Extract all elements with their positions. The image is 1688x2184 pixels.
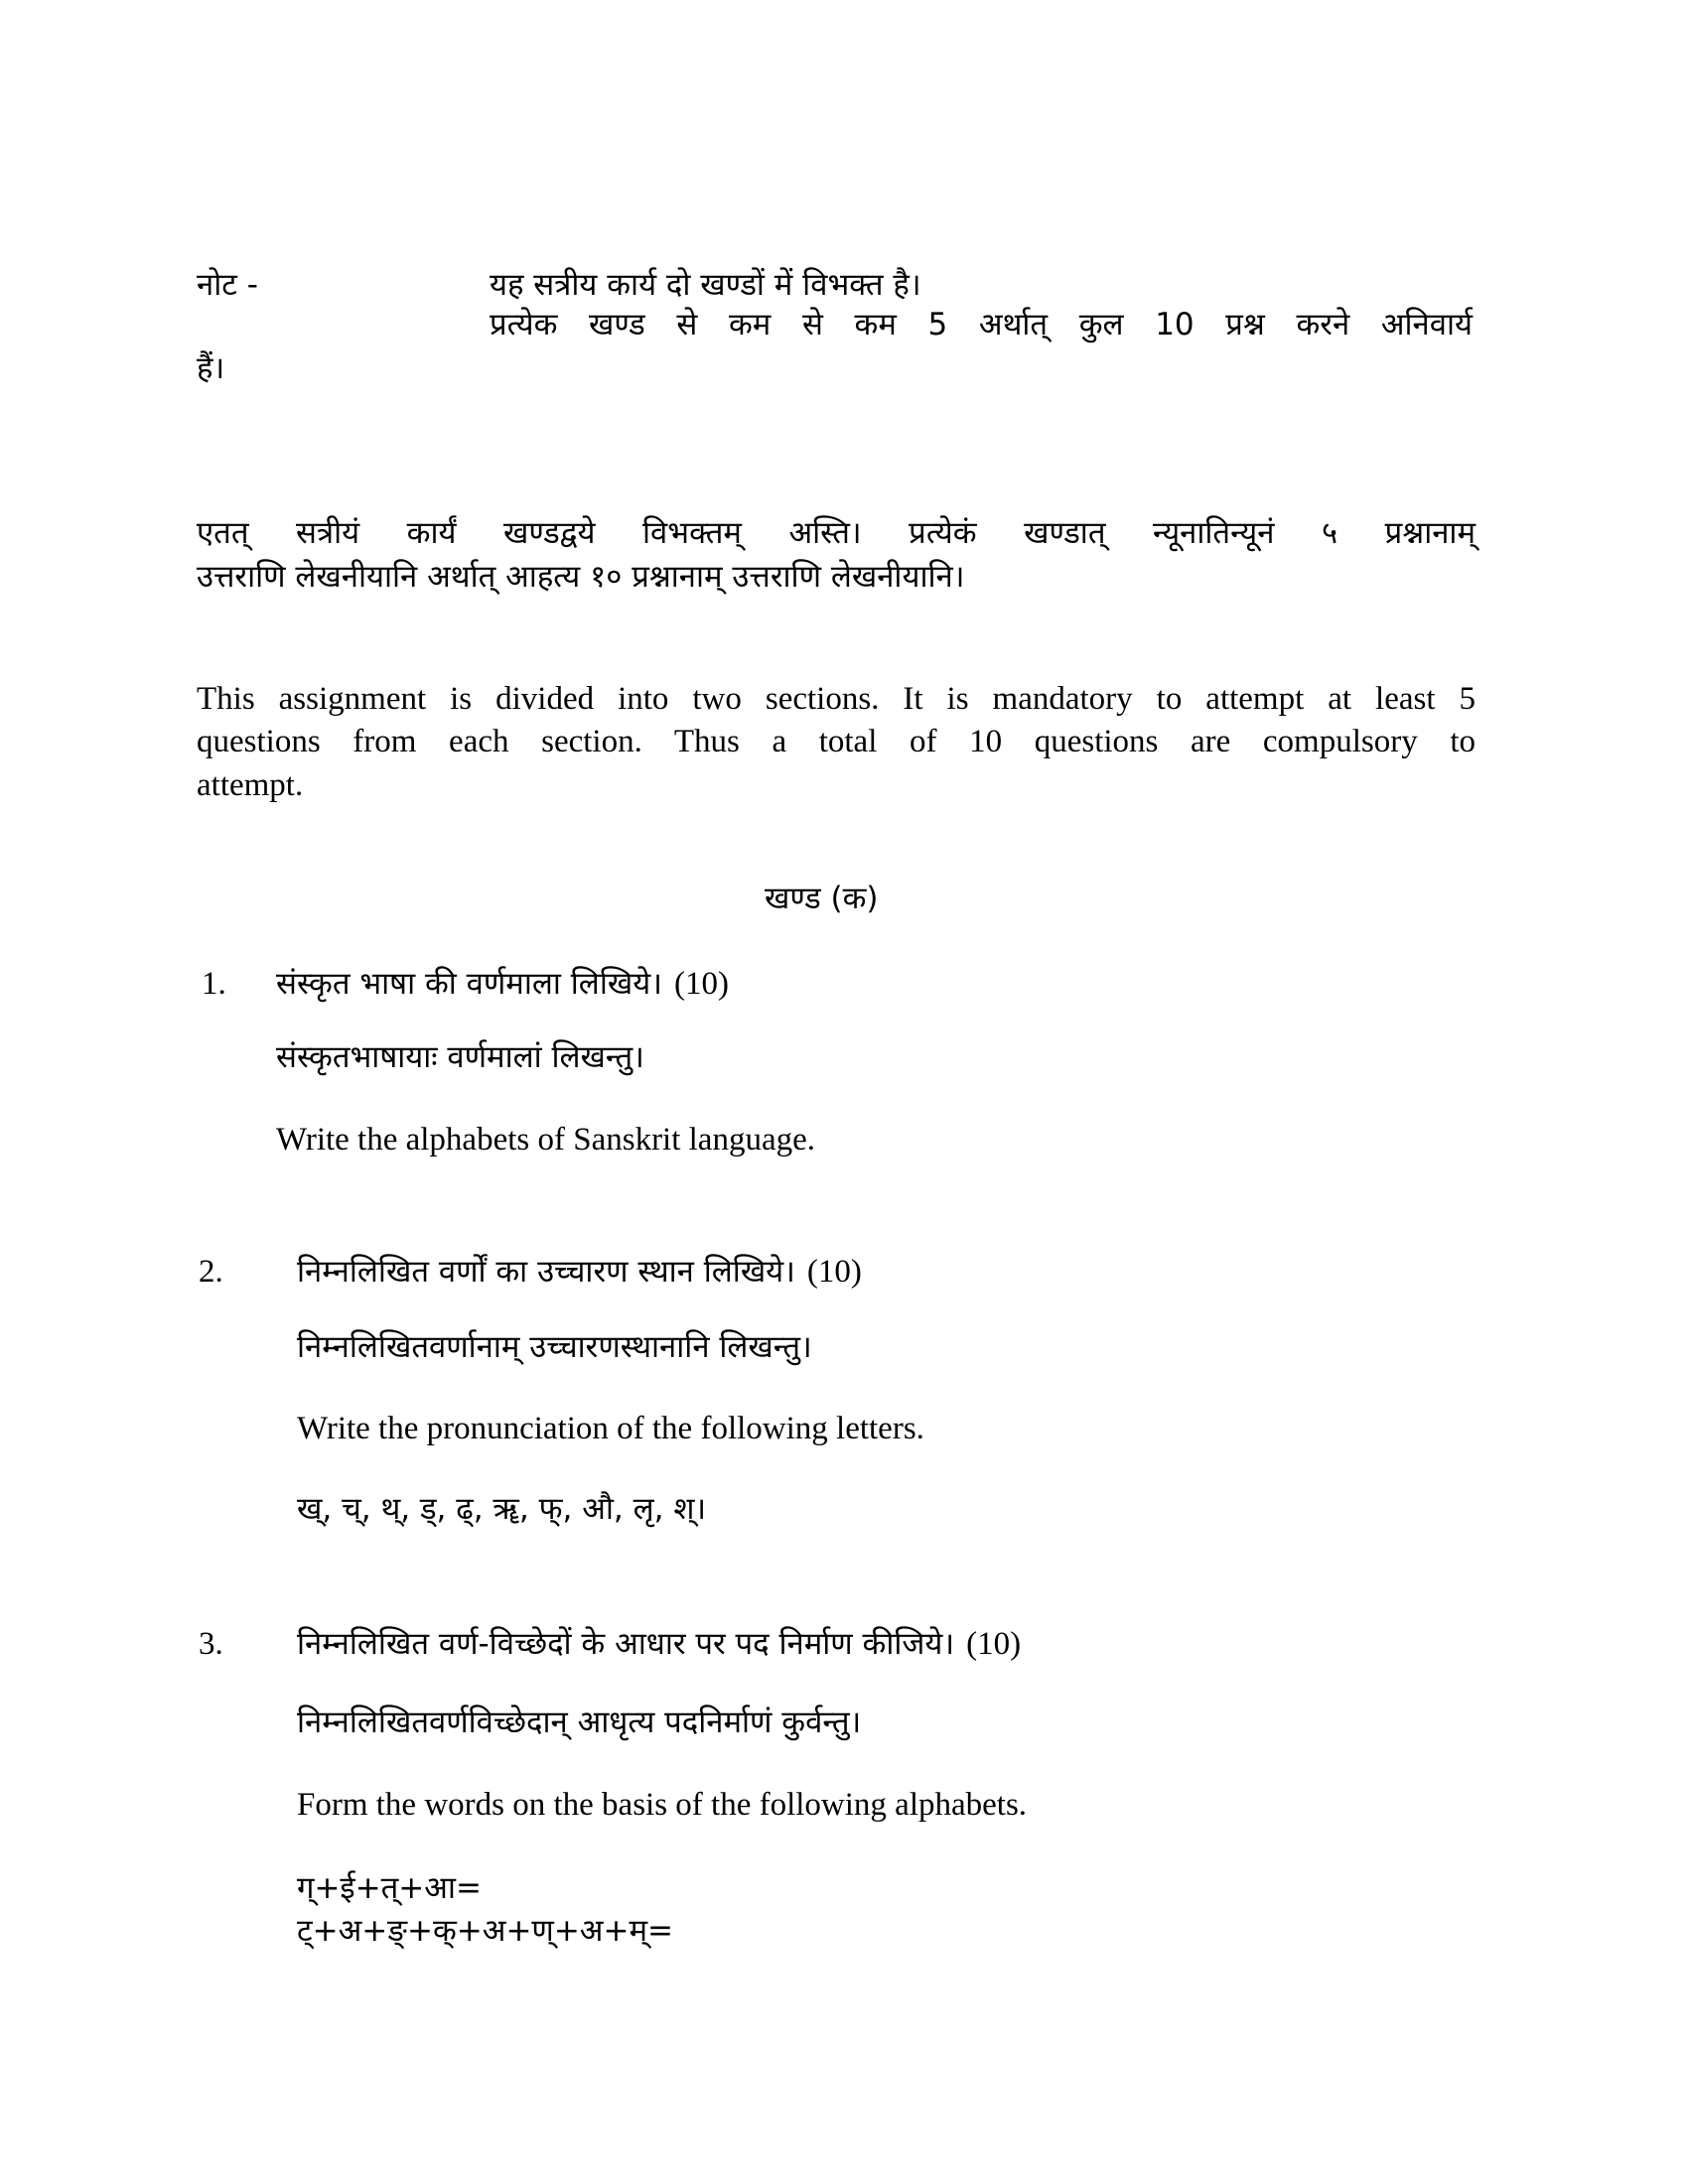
word-formation-item: ट्+अ+ङ्+क्+अ+ण्+अ+म्= xyxy=(297,1913,673,1949)
question-sanskrit: निम्नलिखितवर्णानाम् उच्चारणस्थानानि लिखन्तु। xyxy=(297,1329,812,1365)
note-line-3: हैं। xyxy=(197,350,225,386)
question-english: Form the words on the basis of the following alphabets. xyxy=(297,1787,1028,1823)
question-number: 1. xyxy=(202,966,226,1002)
word-formation-item: ग्+ई+त्+आ= xyxy=(297,1870,482,1906)
question-hindi-text: संस्कृत भाषा की वर्णमाला लिखिये। xyxy=(276,966,662,1002)
note-line-1: यह सत्रीय कार्य दो खण्डों में विभक्त है। xyxy=(490,267,921,303)
note-label: नोट - xyxy=(197,267,258,303)
sanskrit-note-line-1: एतत् सत्रीयं कार्यं खण्डद्वये विभक्तम् अस्ति। प्रत्येकं खण्डात् न्यूनातिन्यूनं ५ प्रश्नानाम् xyxy=(197,515,1476,551)
question-hindi-text: निम्नलिखित वर्णों का उच्चारण स्थान लिखिये। xyxy=(297,1254,795,1290)
question-number: 2. xyxy=(199,1254,223,1290)
english-note-line-1: This assignment is divided into two sections. It is mandatory to attempt at least 5 xyxy=(197,681,1476,717)
english-note-line-3: attempt. xyxy=(197,767,304,803)
question-sanskrit: निम्नलिखितवर्णविच्छेदान् आधृत्य पदनिर्माणं कुर्वन्तु। xyxy=(297,1705,862,1740)
question-hindi xyxy=(297,1256,862,1289)
section-title: खण्ड (क) xyxy=(765,881,879,916)
question-marks: (10) xyxy=(966,1626,1022,1662)
sanskrit-note-line-2: उत्तराणि लेखनीयानि अर्थात् आहत्य १० प्रश्नानाम् उत्तराणि लेखनीयानि। xyxy=(197,559,965,595)
question-marks: (10) xyxy=(673,966,729,1002)
question-hindi xyxy=(297,1628,1021,1661)
note-line-2: प्रत्येक खण्ड से कम से कम 5 अर्थात् कुल 10 प्रश्न करने अनिवार्य xyxy=(490,307,1473,342)
question-sanskrit: संस्कृतभाषायाः वर्णमालां लिखन्तु। xyxy=(276,1039,644,1075)
question-english: Write the pronunciation of the following letters. xyxy=(297,1411,924,1446)
question-hindi-text: निम्नलिखित वर्ण-विच्छेदों के आधार पर पद निर्माण कीजिये। xyxy=(297,1626,955,1662)
question-number: 3. xyxy=(199,1626,223,1662)
question-english: Write the alphabets of Sanskrit language. xyxy=(276,1122,816,1158)
question-hindi xyxy=(276,968,729,1001)
question-letters: ख्, च्, थ्, ड्, ढ्, ॠ, फ्, औ, लृ, श्। xyxy=(297,1491,707,1527)
english-note-line-2: questions from each section. Thus a total of 10 questions are compulsory to xyxy=(197,724,1476,759)
question-marks: (10) xyxy=(806,1254,862,1290)
